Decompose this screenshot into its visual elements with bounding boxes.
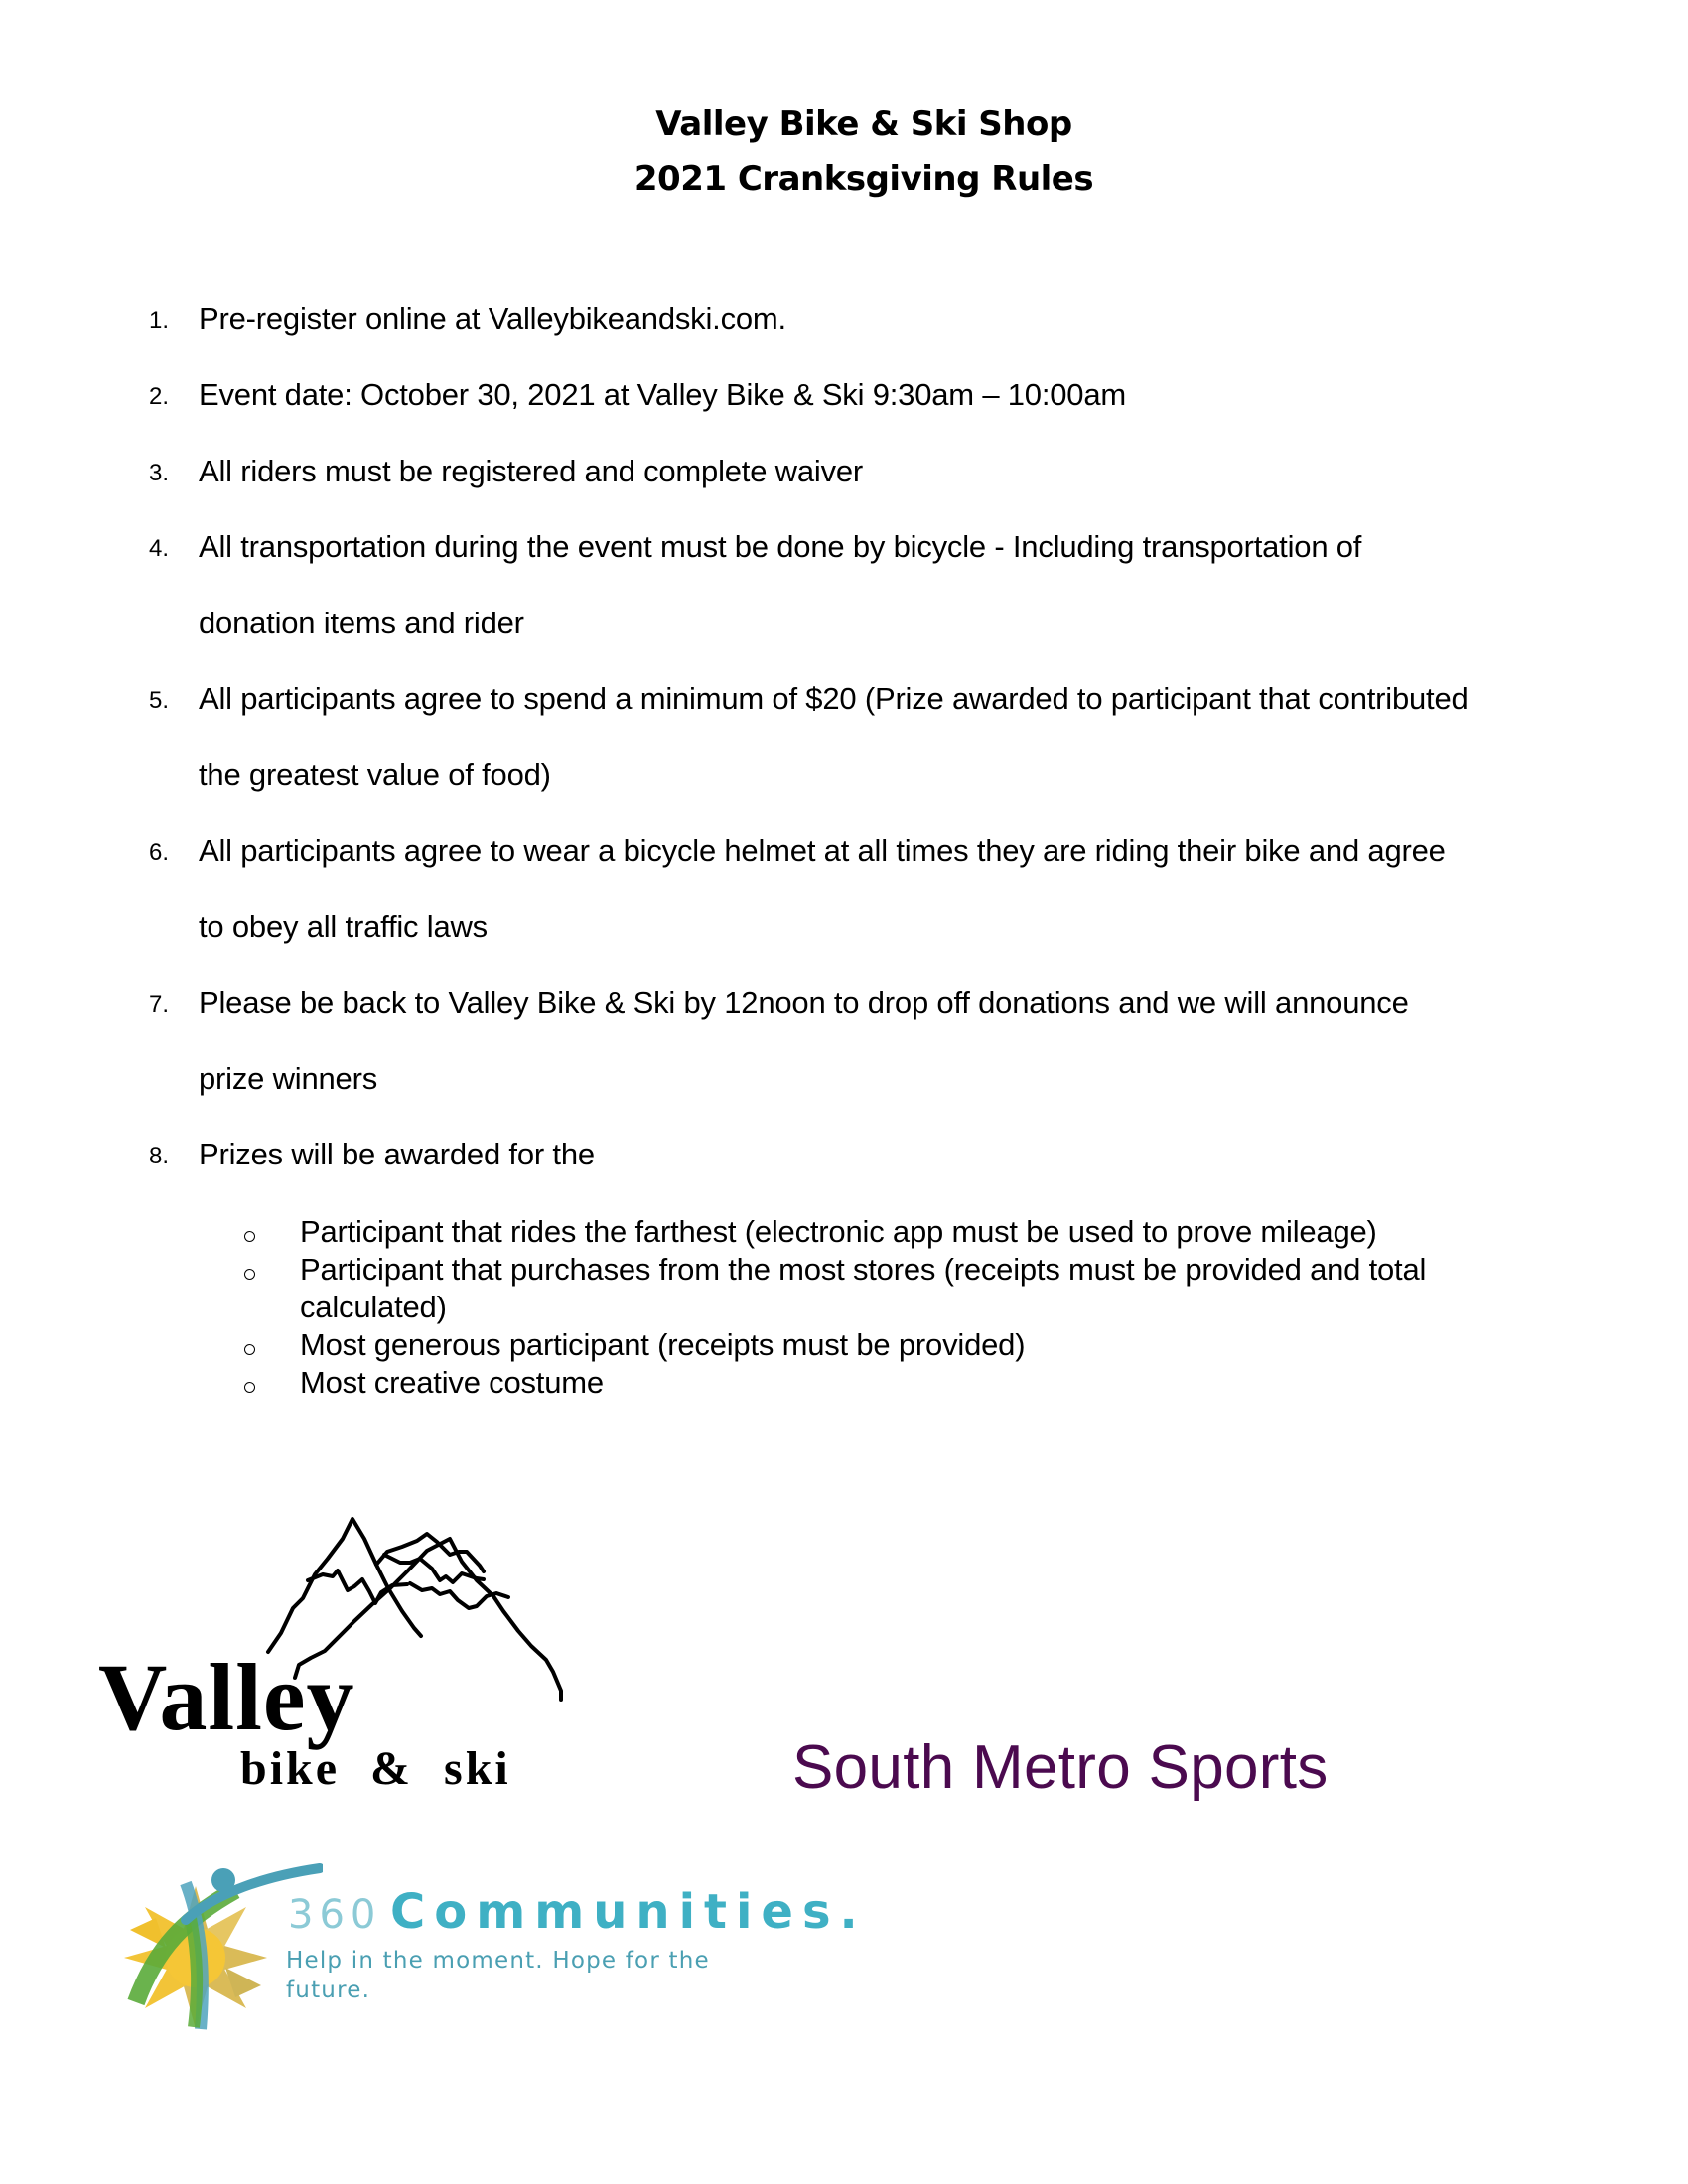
rule-text: All participants agree to wear a bicycle helmet at all times they are riding their bike and agree <box>199 833 1446 868</box>
valley-bike-ski-logo <box>94 1509 670 1797</box>
rule-text-continued: donation items and rider <box>199 606 524 640</box>
rule-text: All participants agree to spend a minimum of $20 (Prize awarded to participant that contributed <box>199 681 1469 716</box>
rule-text: All riders must be registered and complete waiver <box>199 454 864 488</box>
valley-logo-word: Valley <box>98 1644 355 1750</box>
360-communities-tagline: Help in the moment. Hope for the future. <box>286 1948 710 2003</box>
south-metro-sports-logo: South Metro Sports <box>792 1733 1329 1802</box>
rule-number: 1. <box>149 307 170 334</box>
document-subtitle: 2021 Cranksgiving Rules <box>633 159 1094 199</box>
360-communities-name: Communities. <box>390 1884 867 1940</box>
prize-text: Participant that purchases from the most stores (receipts must be provided and total <box>300 1252 1427 1287</box>
rule-number: 5. <box>149 687 170 714</box>
rule-number: 7. <box>149 991 170 1018</box>
valley-logo-subtitle: bike & ski <box>240 1742 511 1795</box>
rule-number: 3. <box>149 460 170 486</box>
rule-text: Please be back to Valley Bike & Ski by 12noon to drop off donations and we will announce <box>199 985 1409 1020</box>
rule-number: 6. <box>149 839 170 866</box>
rule-text: Event date: October 30, 2021 at Valley Bike & Ski 9:30am – 10:00am <box>199 377 1127 412</box>
star-figure-icon <box>114 1846 323 2035</box>
rule-number: 4. <box>149 535 170 562</box>
rule-number: 2. <box>149 383 170 410</box>
rule-text: All transportation during the event must be done by bicycle - Including transportation of <box>199 529 1362 564</box>
document-title: Valley Bike & Ski Shop <box>655 104 1072 144</box>
360-communities-number: 360 <box>288 1892 382 1938</box>
rule-number: 8. <box>149 1143 170 1169</box>
circle-bullet-icon <box>244 1269 255 1280</box>
rule-text-continued: the greatest value of food) <box>199 757 551 792</box>
prize-text: Participant that rides the farthest (electronic app must be used to prove mileage) <box>300 1214 1377 1249</box>
circle-bullet-icon <box>244 1231 255 1242</box>
rule-text-continued: to obey all traffic laws <box>199 909 488 944</box>
prize-text-continued: calculated) <box>300 1290 447 1324</box>
360-communities-logo <box>114 1846 867 2035</box>
prize-text: Most generous participant (receipts must be provided) <box>300 1327 1026 1362</box>
rule-text: Pre-register online at Valleybikeandski.com. <box>199 301 786 336</box>
circle-bullet-icon <box>244 1382 255 1393</box>
rule-text-continued: prize winners <box>199 1061 378 1096</box>
circle-bullet-icon <box>244 1344 255 1355</box>
prize-text: Most creative costume <box>300 1365 604 1400</box>
rule-text: Prizes will be awarded for the <box>199 1137 595 1171</box>
